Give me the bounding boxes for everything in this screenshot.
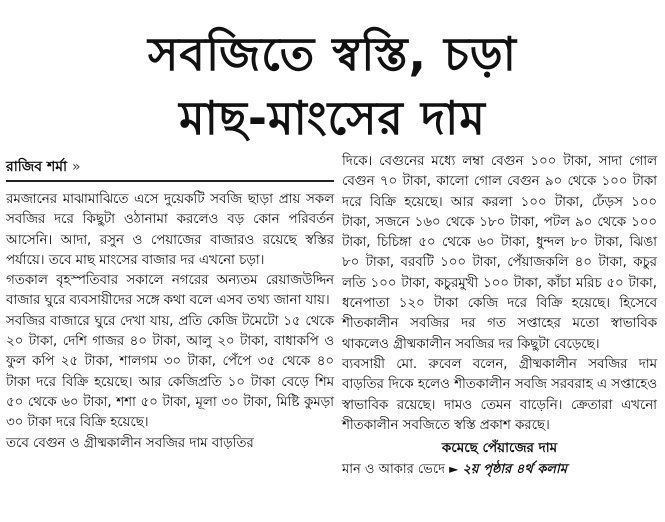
arrow-right-icon: ► [449,462,459,477]
author-name: রাজিব শর্মা [6,159,68,175]
left-column [6,156,334,454]
byline-divider [6,180,334,182]
paragraph: ব্যবসায়ী মো. রুবেল বলেন, গ্রীষ্মকালীন সবজির দাম বাড়তির দিকে হলেও শীতকালীন সবজি সরবরাহ এ সপ্তাহেও স্বাভাবিক রয়েছে। দামও তেমন বাড়েনি। ক্রেতারা এখনো শীতকালীন সবজিতে স্বস্তি প্রকাশ করছে। [342,356,657,433]
continuation-text: মান ও আকার ভেদে [342,462,445,478]
paragraph: রমজানের মাঝামাঝিতে এসে দুয়েকটি সবজি ছাড়া প্রায় সকল সবজির দরে কিছুটা ওঠানামা করলেও বড় কোন পরিবর্তন আসেনি। আদা, রসুন ও পেয়াজের বাজারও রয়েছে স্বস্তির পর্যায়ে। তবে মাছ মাংসের বাজার দর এখনো চড়া। [6,192,334,268]
byline-marker: » [71,159,81,175]
headline [0,22,665,150]
headline-line-1: সবজিতে স্বস্তি, চড়া [147,27,518,81]
headline-line-2: মাছ-মাংসের দাম [179,91,486,145]
paragraph: গতকাল বৃহস্পতিবার সকালে নগরের অন্যতম রেয়াজউদ্দিন বাজার ঘুরে ব্যবসায়ীদের সঙ্গে কথা বলে এসব তথ্য জানা যায়। [6,273,334,309]
subheading: কমেছে পেঁয়াজের দাম [441,440,558,457]
byline [6,156,334,178]
paragraph: সবজির বাজারে ঘুরে দেখা যায়, প্রতি কেজি টমেটো ১৫ থেকে ২০ টাকা, দেশি গাজর ৪০ টাকা, আলু ২০ টাকা, বাধাকপি ও ফুল কপি ২৫ টাকা, শালগম ৩০ টাকা, পেঁপে ৩৫ থেকে ৪০ টাকা দরে বিক্রি হয়েছে। আর কেজিপ্রতি ১০ টাকা বেড়ে শিম ৫০ থেকে ৬০ টাকা, শশা ৫০ টাকা, মূলা ৩০ টাকা, মিষ্টি কুমড়া ৩০ টাকা দরে বিক্রি হয়েছে। [6,313,334,431]
paragraph: দিকে। বেগুনের মধ্যে লম্বা বেগুন ১০০ টাকা, সাদা গোল বেগুন ৭০ টাকা, কালো গোল বেগুন ৯০ থেকে ১০০ টাকা দরে বিক্রি হয়েছে। আর করলা ১০০ টাকা, ঢেঁড়স ১০০ টাকা, সজনে ১৬০ থেকে ১৮০ টাকা, পটল ৯০ থেকে ১০০ টাকা, চিচিঙ্গা ৫০ থেকে ৬০ টাকা, ধুন্দল ৮০ টাকা, ঝিঙা ৮০ টাকা, বরবটি ১০০ টাকা, পেঁয়াজকলি ৪০ টাকা, কচুর লতি ১০০ টাকা, কচুরমুখী ১০০ টাকা, কাঁচা মরিচ ৫০ টাকা, ধনেপাতা ১২০ টাকা কেজি দরে বিক্রি হয়েছে। হিসেবে শীতকালীন সবজির দর গত সপ্তাহের মতো স্বাভাবিক থাকলেও গ্রীষ্মকালীন সবজির দর কিছুটা বেড়েছে। [342,154,657,352]
right-column [342,152,657,480]
paragraph: তবে বেগুন ও গ্রীষ্মকালীন সবজির দাম বাড়তির [6,435,254,451]
continuation-reference[interactable]: ২য় পৃষ্ঠার ৪র্থ কলাম [462,462,567,478]
continuation-line [342,459,657,480]
